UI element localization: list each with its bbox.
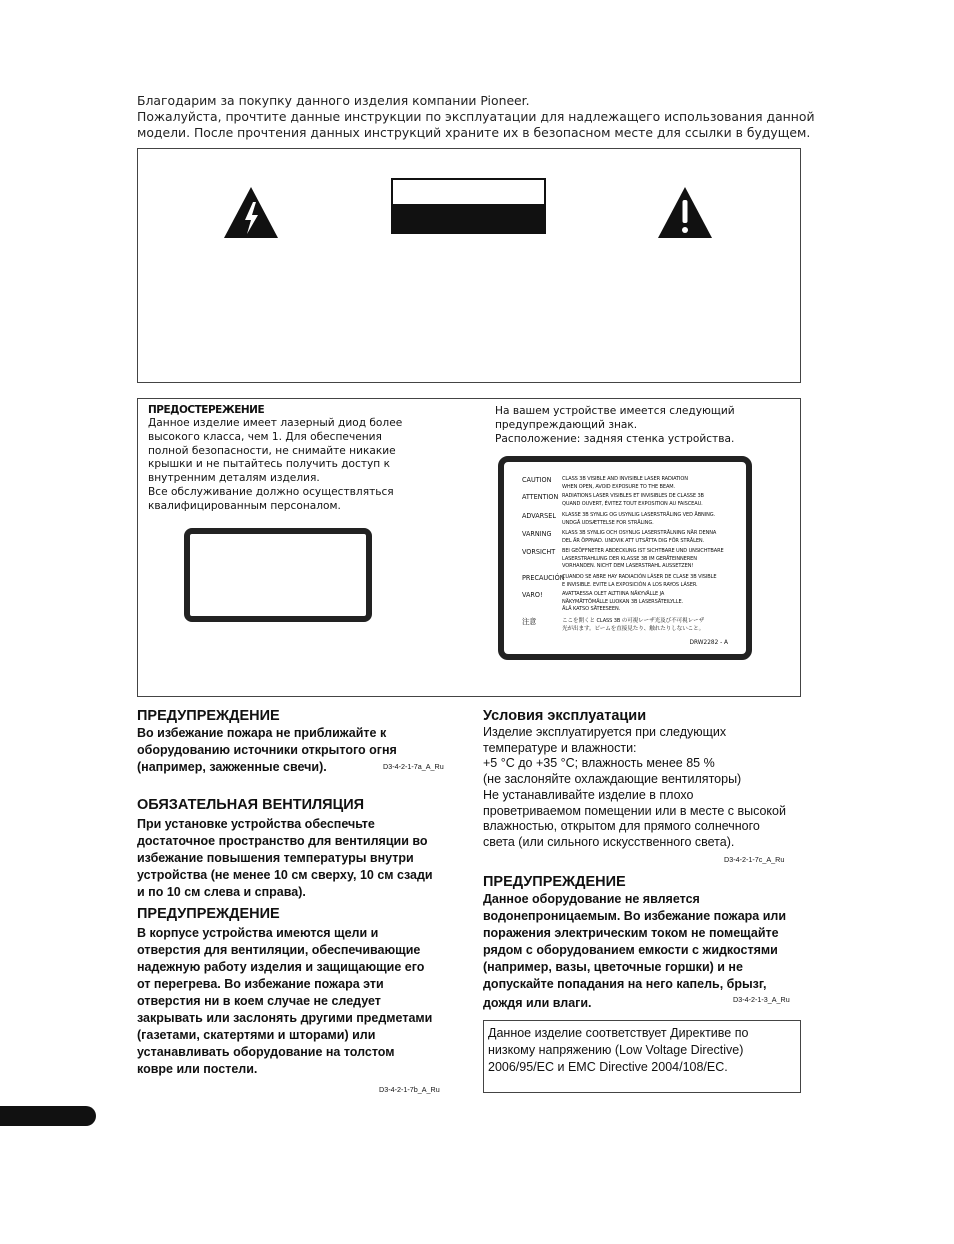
text-line: Все обслуживание должно осуществляться [148,485,394,498]
text-line: высокого класса, чем 1. Для обеспечения [148,430,382,443]
doc-code: D3-4-2-1-7b_A_Ru [379,1085,440,1094]
text-line: низкому напряжению (Low Voltage Directive) [488,1043,744,1057]
label-language: VARNING [522,529,552,538]
ventilation-text [137,816,433,901]
label-language: CAUTION [522,475,552,484]
text-line: (например, вазы, цветочные горшки) и не [483,960,743,974]
label-line: VORHANDEN. NICHT DEM LASERSTRAHL AUSSETZEN! [562,563,694,570]
text-line: оборудованию источники открытого огня [137,743,397,757]
vent-holes-heading: ПРЕДУПРЕЖДЕНИЕ [137,906,280,922]
label-language: ATTENTION [522,492,559,501]
doc-code: D3-4-2-1-7c_A_Ru [724,855,785,864]
text-line: Изделие эксплуатируется при следующих [483,725,727,739]
text-line: Данное оборудование не является [483,892,700,906]
label-line: LASERSTRAHLUNG DER KLASSE 3B IM GERÄTEINNEREN [562,555,697,562]
label-line: UNDGÅ UDSÆTTELSE FOR STRÅLING. [562,519,654,526]
class-label-frame [184,528,372,622]
text-line: Во избежание пожара не приближайте к [137,726,387,740]
text-line: Не устанавливайте изделие в плохо [483,787,694,802]
lightning-triangle-icon [222,185,280,240]
text-line: полной безопасности, не снимайте никакие [148,444,396,457]
text-line: проветриваемом помещении или в месте с высокой [483,803,786,818]
text-line: устройства (не менее 10 см сверху, 10 см сзади [137,868,433,882]
intro-line: Благодарим за покупку данного изделия компании Pioneer. [137,93,530,108]
text-line: внутренним деталям изделия. [148,472,320,485]
text-line: 2006/95/EC и EMC Directive 2004/108/EC. [488,1060,728,1074]
text-line: ковре или постели. [137,1062,258,1076]
label-language: ADVARSEL [522,511,556,520]
text-line: (например, зажженные свечи). [137,760,327,774]
label-language: VORSICHT [522,547,556,556]
text-line: достаточное пространство для вентиляции во [137,834,428,848]
text-line: рядом с оборудованием емкости с жидкостями [483,943,778,957]
text-line: При установке устройства обеспечьте [137,817,375,831]
text-line: надежную работу изделия и защищающие его [137,960,425,974]
text-line: На вашем устройстве имеется следующий [495,405,735,417]
text-line: (газетами, скатертями и шторами) или [137,1028,376,1042]
label-line: KLASS 3B SYNLIG OCH OSYNLIG LASERSTRÅLNING NÄR DENNA [562,530,717,536]
text-line: дождя или влаги. [483,996,592,1010]
label-line: BEI GEÖFFNETER ABDECKUNG IST SICHTBARE UND UNSICHTBARE [562,548,724,554]
conditions-heading: Условия эксплуатации [483,708,647,724]
text-line: +5 °C до +35 °C; влажность менее 85 % [483,756,715,771]
text-line: поражения электрическим током не помещайте [483,926,779,940]
doc-code: D3-4-2-1-7a_A_Ru [383,762,444,771]
sign-location-text [495,405,795,446]
intro-line: модели. После прочтения данных инструкций храните их в безопасном месте для ссылки в будущем. [137,125,811,140]
label-line: NÄKYMÄTTÖMÄLLE LUOKAN 3B LASERSÄTEILYLLE. [562,598,684,605]
label-line: CUANDO SE ABRE HAY RADIACIÓN LÁSER DE CLASE 3B VISIBLE [562,574,717,580]
water-warning-heading: ПРЕДУПРЕЖДЕНИЕ [483,874,626,890]
laser-caution-heading: ПРЕДОСТЕРЕЖЕНИЕ [148,404,265,416]
vent-holes-text [137,925,432,1078]
label-line: E INVISIBLE. EVITE LA EXPOSICIÓN A LOS RAYOS LÁSER. [562,581,698,588]
laser-warning-label [498,456,752,660]
text-line: квалифицированным персоналом. [148,499,341,512]
fire-warning-text [137,725,397,776]
text-line: температуре и влажности: [483,740,637,755]
label-line: 光が出ます。ビームを直接見たり、触れたりしないこと。 [562,625,705,632]
ventilation-heading: ОБЯЗАТЕЛЬНАЯ ВЕНТИЛЯЦИЯ [137,797,365,813]
text-line: водонепроницаемым. Во избежание пожара или [483,909,787,923]
label-language: PRECAUCIÓN [522,573,565,582]
text-line: Данное изделие соответствует Директиве по [488,1026,749,1040]
conditions-text [483,725,786,851]
text-line: Данное изделие имеет лазерный диод более [148,417,403,429]
label-line: KLASSE 3B SYNLIG OG USYNLIG LASERSTRÅLING VED ÅBNING. [562,512,716,518]
intro-text [137,93,817,141]
fire-warning-heading: ПРЕДУПРЕЖДЕНИЕ [137,708,280,724]
text-line: закрывать или заслонять другими предметами [137,1011,433,1025]
label-line: RADIATIONS LASER VISIBLES ET INVISIBLES DE CLASSE 3B [562,493,704,499]
caution-banner [391,178,546,234]
lvd-compliance-text [488,1025,798,1076]
label-language: 注意 [522,617,537,626]
text-line: отверстия ни в коем случае не следует [137,994,381,1008]
label-line: WHEN OPEN, AVOID EXPOSURE TO THE BEAM. [562,483,676,490]
label-language: VARO! [522,590,543,599]
text-line: устанавливать оборудование на толстом [137,1045,395,1059]
exclamation-triangle-icon [656,185,714,240]
text-line: крышки и не пытайтесь получить доступ к [148,458,390,471]
page-tab-marker [0,1106,96,1126]
label-line: QUAND OUVERT, ÉVITEZ TOUT EXPOSITION AU FAISCEAU. [562,500,703,507]
text-line: Расположение: задняя стенка устройства. [495,432,735,445]
label-line: ここを開くと CLASS 3B の可視レーザ光及び不可視レーザ [562,618,705,624]
doc-code: D3-4-2-1-3_A_Ru [733,995,790,1004]
label-line: CLASS 3B VISIBLE AND INVISIBLE LASER RADIATION [562,476,688,482]
text-line: света (или сильного искусственного света). [483,834,735,849]
text-line: избежание повышения температуры внутри [137,851,414,865]
text-line: В корпусе устройства имеются щели и [137,926,379,940]
water-warning-text [483,891,786,1012]
label-line: AVATTAESSA OLET ALTTIINA NÄKYVÄLLE JA [562,591,665,597]
text-line: от перегрева. Во избежание пожара эти [137,977,384,991]
label-line: DEL ÄR ÖPPNAD. UNDVIK ATT UTSÄTTA DIG FÖR STRÅLEN. [562,537,705,544]
text-line: и по 10 см слева и справа). [137,885,306,899]
text-line: предупреждающий знак. [495,418,638,431]
text-line: влажностью, открытом для прямого солнечного [483,819,760,834]
label-code: DRW2282 - A [689,640,728,646]
laser-caution-text [148,417,408,514]
text-line: допускайте попадания на него капель, брызг, [483,977,767,991]
text-line: отверстия для вентиляции, обеспечивающие [137,943,421,957]
label-line: ÄLÄ KATSO SÄTEESEEN. [562,606,621,613]
text-line: (не заслоняйте охлаждающие вентиляторы) [483,772,742,787]
intro-line: Пожалуйста, прочтите данные инструкции по эксплуатации для надлежащего использования данной [137,109,815,124]
